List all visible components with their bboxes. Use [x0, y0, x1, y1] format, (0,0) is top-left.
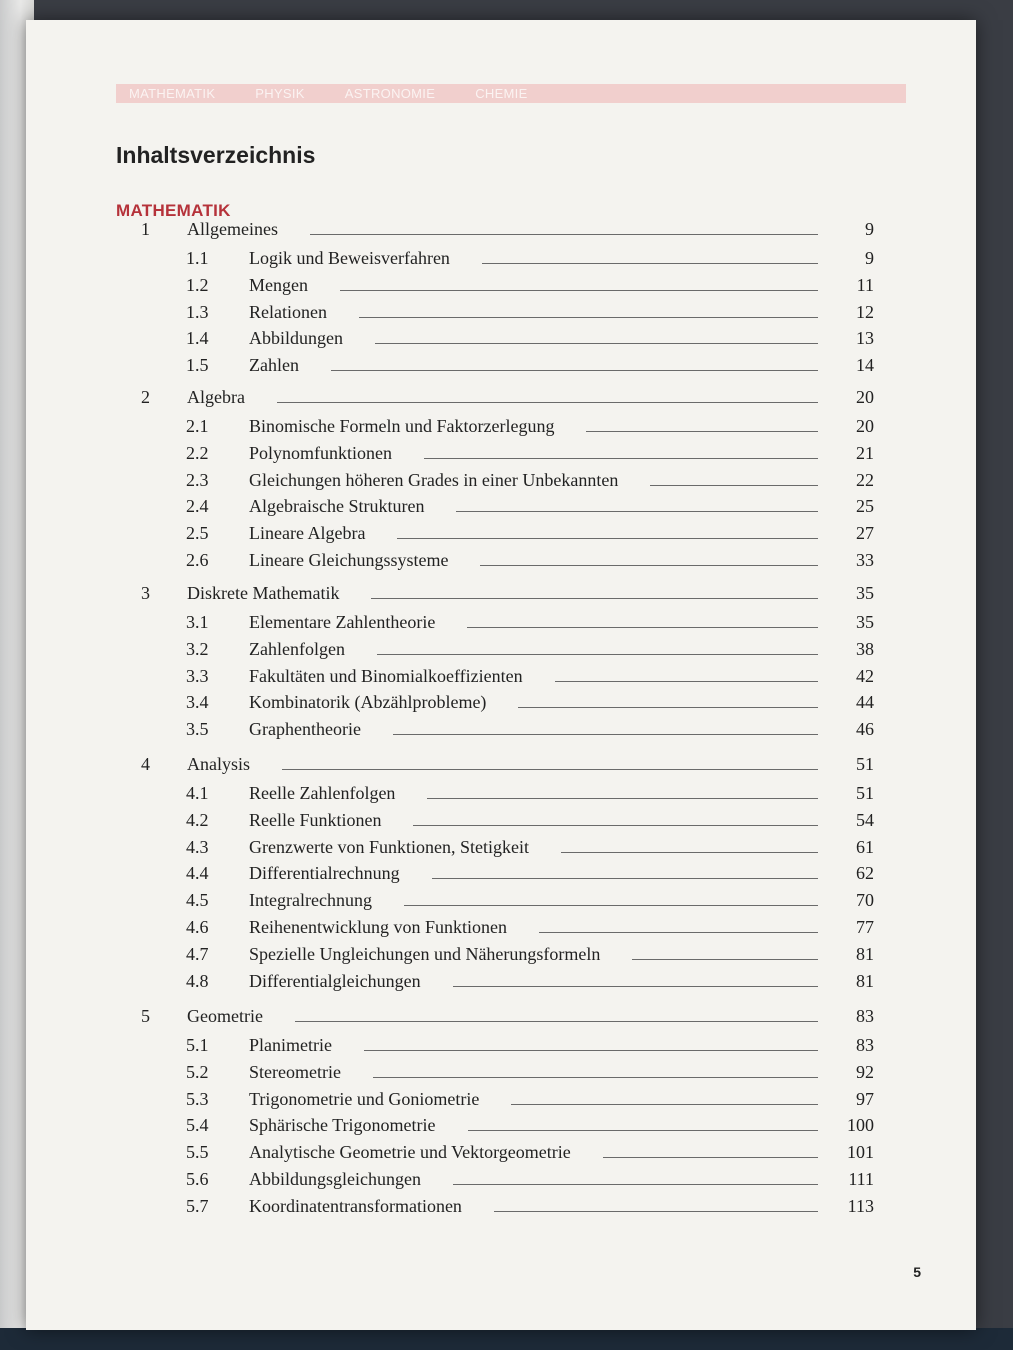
- subsection-title: Zahlenfolgen: [249, 638, 345, 659]
- chapter-entry[interactable]: [26, 384, 976, 408]
- subsection-number: 5.3: [186, 1088, 209, 1109]
- page-reference: 20: [856, 387, 874, 407]
- page-reference: 97: [856, 1088, 874, 1109]
- subsection-title: Mengen: [249, 274, 308, 295]
- subsection-entry[interactable]: [26, 887, 976, 911]
- leader-line: [432, 878, 818, 879]
- subsection-entry[interactable]: [26, 325, 976, 349]
- page-reference: 83: [856, 1006, 874, 1026]
- leader-line: [404, 905, 818, 906]
- leader-line: [453, 1184, 818, 1185]
- page-reference: 100: [847, 1115, 874, 1136]
- leader-line: [310, 234, 818, 235]
- subsection-title: Zahlen: [249, 355, 299, 376]
- subsection-entry[interactable]: [26, 1166, 976, 1190]
- leader-line: [468, 1130, 818, 1131]
- leader-line: [397, 538, 818, 539]
- leader-line: [482, 263, 818, 264]
- page-reference: 61: [856, 836, 874, 857]
- book-page: [26, 20, 976, 1330]
- page-reference: 22: [856, 469, 874, 490]
- subsection-entry[interactable]: [26, 1086, 976, 1110]
- leader-line: [561, 852, 818, 853]
- leader-line: [650, 485, 818, 486]
- subsection-entry[interactable]: [26, 493, 976, 517]
- page-reference: 92: [856, 1061, 874, 1082]
- subsection-entry[interactable]: [26, 1139, 976, 1163]
- subsection-number: 5.5: [186, 1142, 209, 1163]
- chapter-number: 3: [141, 583, 150, 603]
- page-title: Inhaltsverzeichnis: [116, 142, 316, 168]
- subsection-number: 4.4: [186, 863, 209, 884]
- subsection-number: 2.6: [186, 550, 209, 570]
- page-reference: 25: [856, 496, 874, 517]
- leader-line: [453, 986, 818, 987]
- subsection-entry[interactable]: [26, 941, 976, 965]
- subsection-title: Abbildungsgleichungen: [249, 1169, 421, 1189]
- subsection-title: Planimetrie: [249, 1035, 332, 1055]
- subsection-entry[interactable]: [26, 834, 976, 858]
- page-reference: 81: [856, 970, 874, 991]
- subsection-title: Sphärische Trigonometrie: [249, 1115, 436, 1136]
- page-reference: 35: [856, 612, 874, 632]
- subsection-title: Kombinatorik (Abzählprobleme): [249, 692, 487, 713]
- leader-line: [282, 769, 818, 770]
- subsection-title: Graphentheorie: [249, 719, 361, 740]
- subsection-number: 4.3: [186, 836, 209, 857]
- subsection-title: Trigonometrie und Goniometrie: [249, 1088, 480, 1109]
- page-reference: 38: [856, 638, 874, 659]
- subsection-title: Grenzwerte von Funktionen, Stetigkeit: [249, 836, 529, 857]
- subsection-number: 1.4: [186, 328, 209, 349]
- subsection-number: 1.2: [186, 274, 209, 295]
- subsection-entry[interactable]: [26, 689, 976, 713]
- page-reference: 51: [856, 783, 874, 803]
- page-reference: 81: [856, 943, 874, 964]
- chapter-entry[interactable]: [26, 216, 976, 240]
- leader-line: [511, 1104, 818, 1105]
- subsection-title: Abbildungen: [249, 328, 343, 349]
- subsection-number: 5.6: [186, 1169, 209, 1189]
- subsection-title: Analytische Geometrie und Vektorgeometrie: [249, 1142, 571, 1163]
- desk-background: [0, 1328, 1013, 1350]
- subsection-entry[interactable]: [26, 245, 976, 269]
- leader-line: [456, 511, 818, 512]
- subsection-number: 5.7: [186, 1195, 209, 1216]
- subsection-entry[interactable]: [26, 663, 976, 687]
- page-reference: 9: [865, 219, 874, 239]
- subsection-title: Koordinatentransformationen: [249, 1195, 462, 1216]
- leader-line: [539, 932, 818, 933]
- subsection-number: 5.1: [186, 1035, 209, 1055]
- leader-line: [295, 1021, 818, 1022]
- subsection-number: 2.3: [186, 469, 209, 490]
- subsection-title: Stereometrie: [249, 1061, 341, 1082]
- subsection-entry[interactable]: [26, 1193, 976, 1217]
- subsection-title: Lineare Algebra: [249, 523, 366, 544]
- subsection-title: Integralrechnung: [249, 890, 372, 911]
- leader-line: [424, 458, 818, 459]
- page-reference: 51: [856, 754, 874, 774]
- leader-line: [494, 1211, 818, 1212]
- chapter-entry[interactable]: [26, 1003, 976, 1027]
- chapter-title: Diskrete Mathematik: [187, 583, 340, 603]
- subsection-number: 4.8: [186, 970, 209, 991]
- page-reference: 101: [847, 1142, 874, 1163]
- subsection-title: Reelle Funktionen: [249, 809, 382, 830]
- leader-line: [480, 565, 818, 566]
- subsection-number: 1.5: [186, 355, 209, 376]
- subsection-entry[interactable]: [26, 547, 976, 571]
- leader-line: [364, 1050, 818, 1051]
- leader-line: [555, 681, 818, 682]
- subsection-title: Differentialgleichungen: [249, 970, 421, 991]
- subsection-entry[interactable]: [26, 860, 976, 884]
- subsection-entry[interactable]: [26, 520, 976, 544]
- subsection-number: 5.4: [186, 1115, 209, 1136]
- subsection-number: 3.5: [186, 719, 209, 740]
- section-heading: MATHEMATIK: [116, 201, 231, 220]
- leader-line: [331, 370, 818, 371]
- chapter-entry[interactable]: [26, 751, 976, 775]
- subsection-title: Reelle Zahlenfolgen: [249, 783, 396, 803]
- subsection-entry[interactable]: [26, 272, 976, 296]
- header-tab-astronomie: ASTRONOMIE: [344, 86, 436, 101]
- subsection-number: 1.3: [186, 301, 209, 322]
- subsection-title: Logik und Beweisverfahren: [249, 248, 450, 268]
- subsection-number: 2.4: [186, 496, 209, 517]
- header-tab-bar: [116, 84, 906, 103]
- header-tab-chemie: CHEMIE: [475, 86, 528, 101]
- page-reference: 21: [856, 442, 874, 463]
- page-reference: 113: [847, 1195, 874, 1216]
- chapter-entry[interactable]: [26, 580, 976, 604]
- leader-line: [371, 598, 818, 599]
- chapter-number: 5: [141, 1006, 150, 1026]
- page-reference: 13: [856, 328, 874, 349]
- subsection-title: Fakultäten und Binomialkoeffizienten: [249, 665, 523, 686]
- page-reference: 12: [856, 301, 874, 322]
- subsection-number: 4.5: [186, 890, 209, 911]
- page-reference: 9: [865, 248, 874, 268]
- subsection-entry[interactable]: [26, 1032, 976, 1056]
- subsection-number: 3.2: [186, 638, 209, 659]
- chapter-number: 2: [141, 387, 150, 407]
- leader-line: [632, 959, 818, 960]
- leader-line: [393, 734, 818, 735]
- subsection-entry[interactable]: [26, 1059, 976, 1083]
- header-tab-mathematik: MATHEMATIK: [129, 86, 216, 101]
- subsection-entry[interactable]: [26, 968, 976, 992]
- page-reference: 14: [856, 355, 874, 376]
- subsection-entry[interactable]: [26, 299, 976, 323]
- subsection-entry[interactable]: [26, 807, 976, 831]
- leader-line: [518, 707, 818, 708]
- page-reference: 46: [856, 719, 874, 740]
- page-reference: 11: [856, 274, 874, 295]
- subsection-entry[interactable]: [26, 413, 976, 437]
- page-reference: 62: [856, 863, 874, 884]
- subsection-title: Spezielle Ungleichungen und Näherungsformeln: [249, 943, 601, 964]
- leader-line: [277, 402, 818, 403]
- subsection-entry[interactable]: [26, 716, 976, 740]
- page-reference: 42: [856, 665, 874, 686]
- leader-line: [586, 431, 818, 432]
- subsection-title: Algebraische Strukturen: [249, 496, 425, 517]
- leader-line: [467, 627, 818, 628]
- header-tab-physik: PHYSIK: [255, 86, 305, 101]
- chapter-number: 1: [141, 219, 150, 239]
- subsection-number: 4.1: [186, 783, 209, 803]
- subsection-entry[interactable]: [26, 440, 976, 464]
- page-reference: 35: [856, 583, 874, 603]
- subsection-number: 3.3: [186, 665, 209, 686]
- leader-line: [377, 654, 818, 655]
- subsection-number: 2.2: [186, 442, 209, 463]
- subsection-title: Reihenentwicklung von Funktionen: [249, 917, 507, 937]
- subsection-entry[interactable]: [26, 352, 976, 376]
- leader-line: [359, 317, 818, 318]
- leader-line: [373, 1077, 818, 1078]
- subsection-entry[interactable]: [26, 780, 976, 804]
- subsection-title: Binomische Formeln und Faktorzerlegung: [249, 416, 555, 436]
- leader-line: [375, 343, 818, 344]
- subsection-title: Gleichungen höheren Grades in einer Unbekannten: [249, 469, 619, 490]
- page-reference: 27: [856, 523, 874, 544]
- page-reference: 33: [856, 550, 874, 570]
- subsection-number: 3.4: [186, 692, 209, 713]
- page-reference: 54: [856, 809, 874, 830]
- subsection-entry[interactable]: [26, 1112, 976, 1136]
- subsection-title: Elementare Zahlentheorie: [249, 612, 436, 632]
- subsection-title: Lineare Gleichungssysteme: [249, 550, 449, 570]
- subsection-number: 3.1: [186, 612, 209, 632]
- subsection-number: 2.1: [186, 416, 209, 436]
- subsection-entry[interactable]: [26, 467, 976, 491]
- subsection-number: 1.1: [186, 248, 209, 268]
- subsection-number: 4.2: [186, 809, 209, 830]
- subsection-number: 5.2: [186, 1061, 209, 1082]
- subsection-title: Differentialrechnung: [249, 863, 400, 884]
- page-reference: 83: [856, 1035, 874, 1055]
- leader-line: [340, 290, 818, 291]
- page-number: 5: [913, 1264, 921, 1280]
- leader-line: [413, 825, 818, 826]
- chapter-title: Geometrie: [187, 1006, 263, 1026]
- leader-line: [603, 1157, 818, 1158]
- page-reference: 111: [848, 1169, 874, 1189]
- subsection-number: 4.6: [186, 917, 209, 937]
- subsection-entry[interactable]: [26, 609, 976, 633]
- page-reference: 70: [856, 890, 874, 911]
- chapter-title: Analysis: [187, 754, 250, 774]
- page-reference: 77: [856, 917, 874, 937]
- page-reference: 20: [856, 416, 874, 436]
- subsection-entry[interactable]: [26, 636, 976, 660]
- subsection-title: Polynomfunktionen: [249, 442, 392, 463]
- chapter-title: Allgemeines: [187, 219, 278, 239]
- chapter-title: Algebra: [187, 387, 245, 407]
- chapter-number: 4: [141, 754, 150, 774]
- leader-line: [427, 798, 818, 799]
- subsection-number: 4.7: [186, 943, 209, 964]
- subsection-number: 2.5: [186, 523, 209, 544]
- subsection-entry[interactable]: [26, 914, 976, 938]
- subsection-title: Relationen: [249, 301, 327, 322]
- page-reference: 44: [856, 692, 874, 713]
